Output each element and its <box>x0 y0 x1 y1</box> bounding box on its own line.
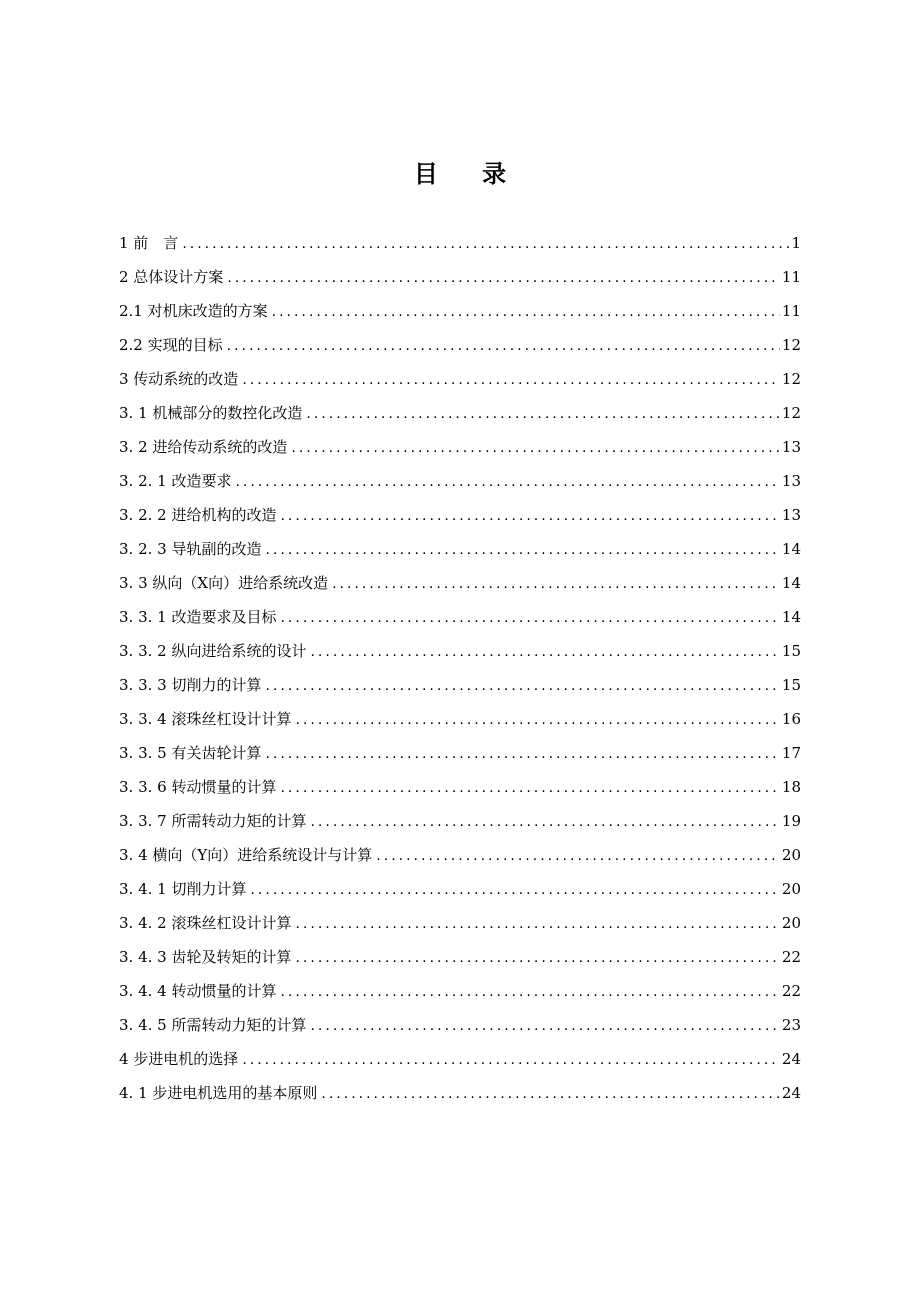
toc-entry-label: 3. 3. 3 切削力的计算 <box>119 676 262 694</box>
toc-leader-dots <box>306 397 780 431</box>
toc-entry[interactable] <box>119 566 801 600</box>
toc-entry-label: 4. 1 步进电机选用的基本原则 <box>119 1084 318 1102</box>
toc-entry[interactable] <box>119 770 801 804</box>
toc-entry[interactable] <box>119 362 801 396</box>
toc-leader-dots <box>227 261 780 295</box>
toc-leader-dots <box>265 533 779 567</box>
toc-leader-dots <box>295 907 779 941</box>
toc-entry-page: 20 <box>781 846 801 864</box>
toc-entry-page: 13 <box>781 472 801 490</box>
toc-entry-label: 3. 3. 4 滚珠丝杠设计计算 <box>119 710 292 728</box>
toc-entry-label: 3. 4 横向（Y向）进给系统设计与计算 <box>119 846 373 864</box>
toc-leader-dots <box>291 431 780 465</box>
toc-entry-label: 3. 4. 1 切削力计算 <box>119 880 247 898</box>
toc-entry-page: 19 <box>781 812 801 830</box>
toc-leader-dots <box>182 227 789 261</box>
toc-entry-label: 3. 3. 2 纵向进给系统的设计 <box>119 642 307 660</box>
toc-entry-page: 17 <box>781 744 801 762</box>
toc-leader-dots <box>321 1077 780 1111</box>
toc-entry-page: 20 <box>781 880 801 898</box>
toc-entry-label: 3. 3. 7 所需转动力矩的计算 <box>119 812 307 830</box>
toc-entry[interactable] <box>119 736 801 770</box>
toc-entry-label: 3. 2. 3 导轨副的改造 <box>119 540 262 558</box>
toc-entry[interactable] <box>119 906 801 940</box>
toc-entry-page: 14 <box>781 608 801 626</box>
toc-entry[interactable] <box>119 294 801 328</box>
toc-entry[interactable] <box>119 1076 801 1110</box>
toc-entry-page: 24 <box>781 1050 801 1068</box>
toc-entry-page: 13 <box>781 438 801 456</box>
toc-entry-label: 3 传动系统的改造 <box>119 370 239 388</box>
toc-entry-page: 15 <box>781 642 801 660</box>
toc-leader-dots <box>332 567 780 601</box>
toc-entry-label: 2.1 对机床改造的方案 <box>119 302 268 320</box>
toc-entry[interactable] <box>119 668 801 702</box>
toc-leader-dots <box>376 839 780 873</box>
toc-entry-page: 15 <box>781 676 801 694</box>
toc-entry[interactable] <box>119 838 801 872</box>
toc-leader-dots <box>310 805 779 839</box>
toc-entry[interactable] <box>119 328 801 362</box>
toc-entry[interactable] <box>119 464 801 498</box>
toc-entry-page: 12 <box>781 336 801 354</box>
toc-entry-page: 16 <box>781 710 801 728</box>
toc-leader-dots <box>242 363 780 397</box>
toc-entry-page: 12 <box>781 404 801 422</box>
toc-leader-dots <box>227 329 780 363</box>
toc-entry-page: 24 <box>781 1084 801 1102</box>
toc-entry-page: 14 <box>781 540 801 558</box>
toc-entry-page: 20 <box>781 914 801 932</box>
toc-entry[interactable] <box>119 872 801 906</box>
toc-leader-dots <box>235 465 779 499</box>
toc-entry-label: 3. 3. 1 改造要求及目标 <box>119 608 277 626</box>
toc-leader-dots <box>280 771 779 805</box>
toc-entry[interactable] <box>119 396 801 430</box>
toc-leader-dots <box>280 601 779 635</box>
toc-entry-label: 3. 3. 6 转动惯量的计算 <box>119 778 277 796</box>
toc-leader-dots <box>250 873 779 907</box>
toc-leader-dots <box>310 635 779 669</box>
toc-entry[interactable] <box>119 804 801 838</box>
toc-entry[interactable] <box>119 1042 801 1076</box>
toc-entry[interactable] <box>119 1008 801 1042</box>
toc-leader-dots <box>265 737 779 771</box>
toc-entry-page: 22 <box>781 948 801 966</box>
toc-entry-label: 3. 3 纵向（X向）进给系统改造 <box>119 574 329 592</box>
toc-entry-page: 11 <box>781 268 801 286</box>
page-title: 目 录 <box>413 160 525 188</box>
toc-entry[interactable] <box>119 974 801 1008</box>
toc-entry-label: 3. 4. 4 转动惯量的计算 <box>119 982 277 1000</box>
toc-entry[interactable] <box>119 226 801 260</box>
toc-entry-label: 3. 1 机械部分的数控化改造 <box>119 404 303 422</box>
table-of-contents <box>119 226 801 1110</box>
toc-leader-dots <box>242 1043 780 1077</box>
toc-leader-dots <box>265 669 779 703</box>
toc-entry-page: 23 <box>781 1016 801 1034</box>
toc-entry[interactable] <box>119 430 801 464</box>
toc-leader-dots <box>280 975 779 1009</box>
toc-entry[interactable] <box>119 600 801 634</box>
toc-leader-dots <box>280 499 779 533</box>
toc-entry[interactable] <box>119 532 801 566</box>
toc-leader-dots <box>295 703 779 737</box>
toc-leader-dots <box>310 1009 779 1043</box>
toc-entry-label: 3. 3. 5 有关齿轮计算 <box>119 744 262 762</box>
toc-entry-label: 1 前 言 <box>119 234 179 252</box>
toc-entry-label: 2 总体设计方案 <box>119 268 224 286</box>
toc-entry[interactable] <box>119 498 801 532</box>
toc-entry[interactable] <box>119 702 801 736</box>
toc-entry-label: 3. 4. 3 齿轮及转矩的计算 <box>119 948 292 966</box>
toc-entry-page: 12 <box>781 370 801 388</box>
toc-entry-label: 4 步进电机的选择 <box>119 1050 239 1068</box>
toc-entry-label: 3. 2. 2 进给机构的改造 <box>119 506 277 524</box>
toc-entry-label: 3. 2 进给传动系统的改造 <box>119 438 288 456</box>
toc-entry-page: 18 <box>781 778 801 796</box>
toc-entry-page: 14 <box>781 574 801 592</box>
toc-entry-label: 3. 2. 1 改造要求 <box>119 472 232 490</box>
toc-entry-page: 13 <box>781 506 801 524</box>
toc-entry-label: 2.2 实现的目标 <box>119 336 223 354</box>
toc-entry[interactable] <box>119 940 801 974</box>
toc-entry[interactable] <box>119 634 801 668</box>
toc-leader-dots <box>295 941 779 975</box>
toc-entry-label: 3. 4. 5 所需转动力矩的计算 <box>119 1016 307 1034</box>
toc-entry-page: 1 <box>791 234 801 252</box>
toc-entry[interactable] <box>119 260 801 294</box>
toc-entry-label: 3. 4. 2 滚珠丝杠设计计算 <box>119 914 292 932</box>
toc-entry-page: 22 <box>781 982 801 1000</box>
toc-entry-page: 11 <box>781 302 801 320</box>
toc-leader-dots <box>272 295 780 329</box>
